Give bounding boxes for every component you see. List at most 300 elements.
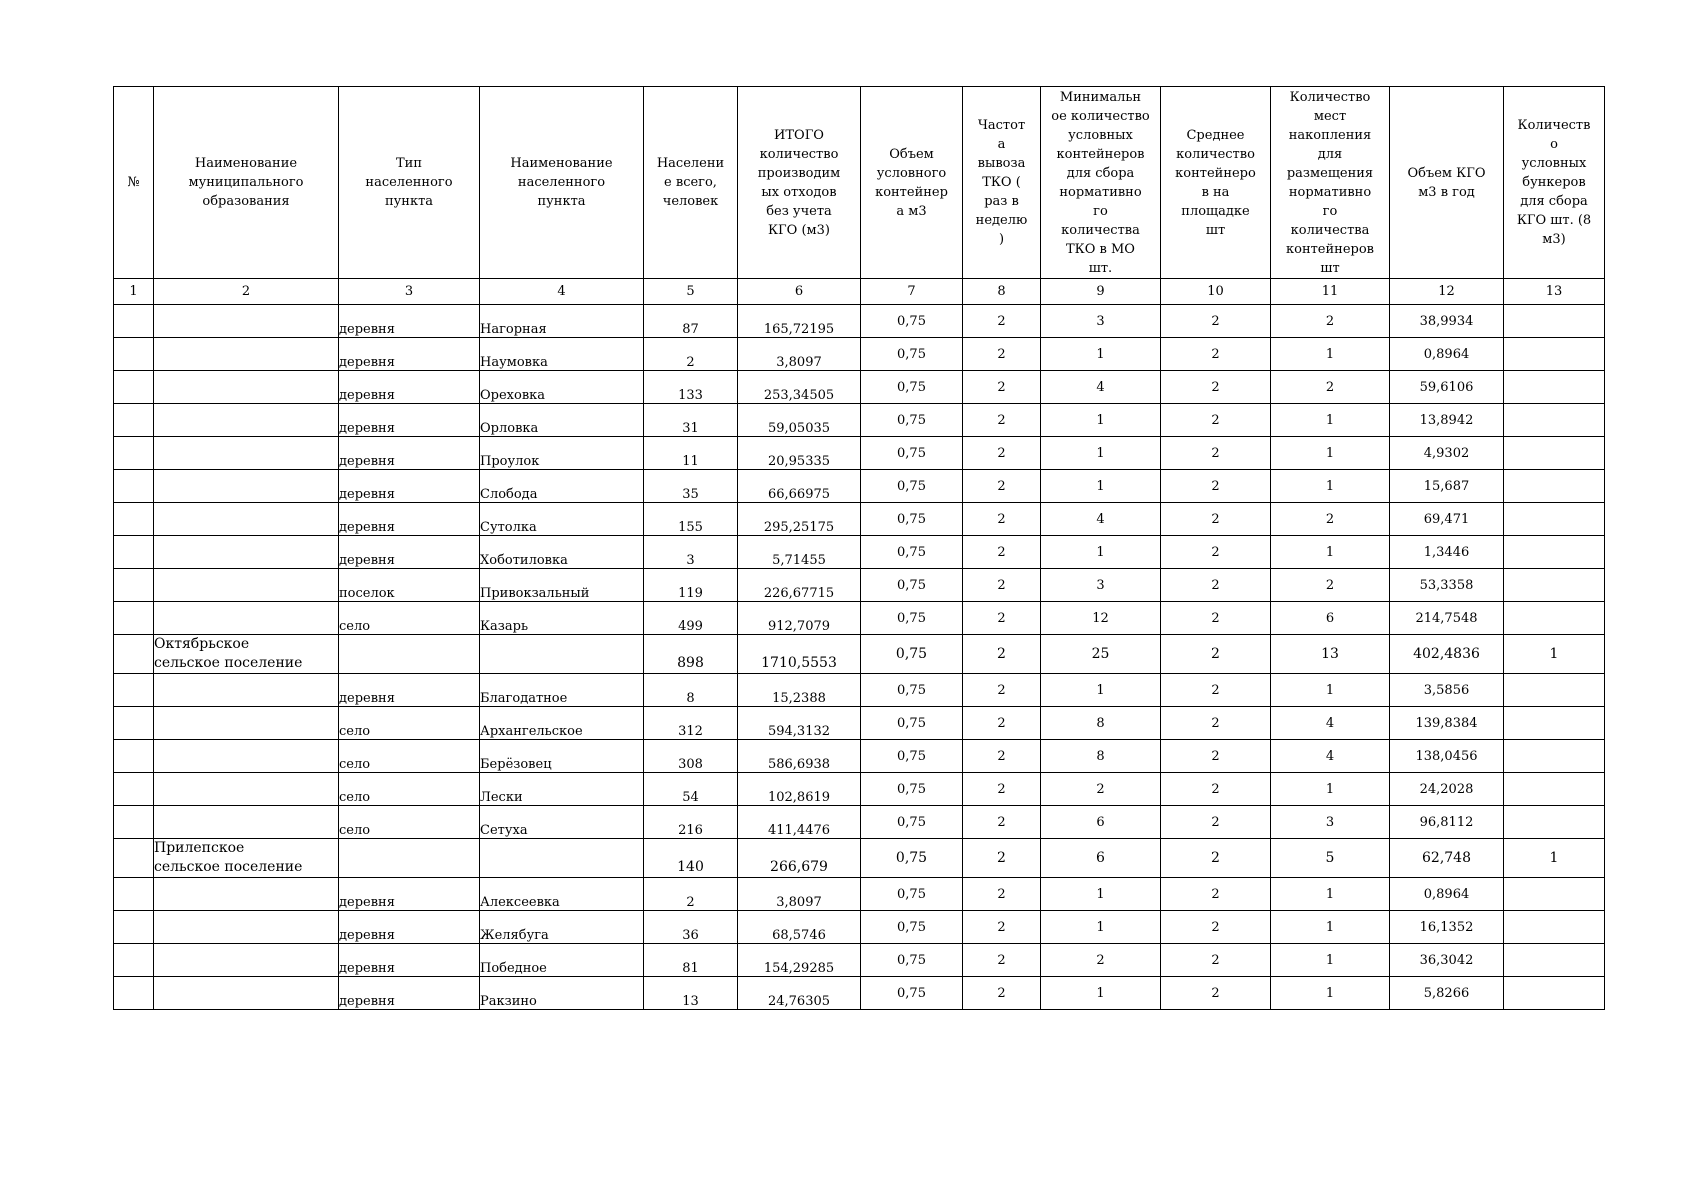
row-number-cell xyxy=(114,977,154,1010)
bunkers-cell xyxy=(1504,602,1605,635)
row-number-cell xyxy=(114,503,154,536)
municipality-name-cell xyxy=(154,503,339,536)
settlement-name-cell xyxy=(480,635,644,674)
column-number: 13 xyxy=(1504,279,1605,305)
avg-containers-cell: 2 xyxy=(1161,839,1271,878)
settlement-name-cell: Привокзальный xyxy=(480,569,644,602)
header-population: Населени е всего, человек xyxy=(644,87,738,279)
places-cell: 1 xyxy=(1271,470,1390,503)
total-waste-cell: 102,8619 xyxy=(738,773,861,806)
row-number-cell xyxy=(114,839,154,878)
total-waste-cell: 154,29285 xyxy=(738,944,861,977)
settlement-row xyxy=(114,470,1605,503)
frequency-cell: 2 xyxy=(963,911,1041,944)
settlement-type-cell: деревня xyxy=(339,371,480,404)
header-municipality: Наименование муниципального образования xyxy=(154,87,339,279)
settlement-name-cell: Благодатное xyxy=(480,674,644,707)
container-volume-cell: 0,75 xyxy=(861,740,963,773)
population-cell: 155 xyxy=(644,503,738,536)
municipality-name-cell xyxy=(154,602,339,635)
min-containers-cell: 1 xyxy=(1041,338,1161,371)
places-cell: 2 xyxy=(1271,569,1390,602)
bunkers-cell: 1 xyxy=(1504,839,1605,878)
avg-containers-cell: 2 xyxy=(1161,305,1271,338)
column-number: 7 xyxy=(861,279,963,305)
kgo-volume-cell: 0,8964 xyxy=(1390,878,1504,911)
container-volume-cell: 0,75 xyxy=(861,977,963,1010)
settlement-row xyxy=(114,674,1605,707)
min-containers-cell: 1 xyxy=(1041,878,1161,911)
total-waste-cell: 295,25175 xyxy=(738,503,861,536)
settlement-name-cell: Ореховка xyxy=(480,371,644,404)
population-cell: 8 xyxy=(644,674,738,707)
municipality-name-cell: Прилепское сельское поселение xyxy=(154,839,339,878)
settlement-name-cell: Наумовка xyxy=(480,338,644,371)
settlement-type-cell: деревня xyxy=(339,911,480,944)
settlement-row xyxy=(114,878,1605,911)
settlement-row xyxy=(114,569,1605,602)
places-cell: 2 xyxy=(1271,503,1390,536)
settlement-name-cell: Казарь xyxy=(480,602,644,635)
min-containers-cell: 1 xyxy=(1041,470,1161,503)
settlement-row xyxy=(114,536,1605,569)
total-waste-cell: 165,72195 xyxy=(738,305,861,338)
row-number-cell xyxy=(114,740,154,773)
settlement-name-cell: Берёзовец xyxy=(480,740,644,773)
kgo-volume-cell: 5,8266 xyxy=(1390,977,1504,1010)
avg-containers-cell: 2 xyxy=(1161,911,1271,944)
population-cell: 216 xyxy=(644,806,738,839)
min-containers-cell: 1 xyxy=(1041,437,1161,470)
population-cell: 499 xyxy=(644,602,738,635)
column-number: 6 xyxy=(738,279,861,305)
population-cell: 13 xyxy=(644,977,738,1010)
container-volume-cell: 0,75 xyxy=(861,371,963,404)
row-number-cell xyxy=(114,911,154,944)
settlement-row xyxy=(114,806,1605,839)
container-volume-cell: 0,75 xyxy=(861,569,963,602)
container-volume-cell: 0,75 xyxy=(861,437,963,470)
total-waste-cell: 3,8097 xyxy=(738,338,861,371)
column-number: 1 xyxy=(114,279,154,305)
population-cell: 308 xyxy=(644,740,738,773)
kgo-volume-cell: 24,2028 xyxy=(1390,773,1504,806)
total-waste-cell: 253,34505 xyxy=(738,371,861,404)
row-number-cell xyxy=(114,806,154,839)
settlement-name-cell: Сетуха xyxy=(480,806,644,839)
avg-containers-cell: 2 xyxy=(1161,569,1271,602)
bunkers-cell xyxy=(1504,773,1605,806)
settlement-type-cell: село xyxy=(339,773,480,806)
places-cell: 1 xyxy=(1271,338,1390,371)
frequency-cell: 2 xyxy=(963,878,1041,911)
row-number-cell xyxy=(114,536,154,569)
settlement-row xyxy=(114,773,1605,806)
avg-containers-cell: 2 xyxy=(1161,977,1271,1010)
places-cell: 1 xyxy=(1271,674,1390,707)
container-volume-cell: 0,75 xyxy=(861,839,963,878)
total-waste-cell: 1710,5553 xyxy=(738,635,861,674)
frequency-cell: 2 xyxy=(963,338,1041,371)
bunkers-cell xyxy=(1504,470,1605,503)
avg-containers-cell: 2 xyxy=(1161,470,1271,503)
population-cell: 11 xyxy=(644,437,738,470)
frequency-cell: 2 xyxy=(963,674,1041,707)
kgo-volume-cell: 214,7548 xyxy=(1390,602,1504,635)
municipality-name-cell xyxy=(154,437,339,470)
places-cell: 4 xyxy=(1271,707,1390,740)
municipality-name-cell xyxy=(154,338,339,371)
row-number-cell xyxy=(114,371,154,404)
header-bunkers: Количеств о условных бункеров для сбора КГО шт. (8 м3) xyxy=(1504,87,1605,279)
header-avg-containers: Среднее количество контейнеро в на площадке шт xyxy=(1161,87,1271,279)
total-waste-cell: 594,3132 xyxy=(738,707,861,740)
bunkers-cell xyxy=(1504,674,1605,707)
population-cell: 2 xyxy=(644,878,738,911)
municipality-name-cell: Октябрьское сельское поселение xyxy=(154,635,339,674)
municipality-name-cell xyxy=(154,944,339,977)
total-waste-cell: 15,2388 xyxy=(738,674,861,707)
kgo-volume-cell: 4,9302 xyxy=(1390,437,1504,470)
avg-containers-cell: 2 xyxy=(1161,773,1271,806)
settlement-name-cell: Проулок xyxy=(480,437,644,470)
kgo-volume-cell: 62,748 xyxy=(1390,839,1504,878)
container-volume-cell: 0,75 xyxy=(861,806,963,839)
header-accumulation-places: Количество мест накопления для размещения нормативно го количества контейнеров шт xyxy=(1271,87,1390,279)
frequency-cell: 2 xyxy=(963,470,1041,503)
settlement-type-cell: деревня xyxy=(339,536,480,569)
total-waste-cell: 59,05035 xyxy=(738,404,861,437)
min-containers-cell: 25 xyxy=(1041,635,1161,674)
places-cell: 1 xyxy=(1271,773,1390,806)
frequency-cell: 2 xyxy=(963,977,1041,1010)
min-containers-cell: 1 xyxy=(1041,911,1161,944)
population-cell: 898 xyxy=(644,635,738,674)
places-cell: 5 xyxy=(1271,839,1390,878)
kgo-volume-cell: 138,0456 xyxy=(1390,740,1504,773)
municipality-name-cell xyxy=(154,536,339,569)
total-waste-cell: 266,679 xyxy=(738,839,861,878)
population-cell: 3 xyxy=(644,536,738,569)
settlement-type-cell: деревня xyxy=(339,338,480,371)
population-cell: 81 xyxy=(644,944,738,977)
bunkers-cell xyxy=(1504,536,1605,569)
header-number: № xyxy=(114,87,154,279)
row-number-cell xyxy=(114,602,154,635)
container-volume-cell: 0,75 xyxy=(861,404,963,437)
population-cell: 140 xyxy=(644,839,738,878)
municipality-name-cell xyxy=(154,707,339,740)
municipality-total-row xyxy=(114,635,1605,674)
places-cell: 3 xyxy=(1271,806,1390,839)
municipality-name-cell xyxy=(154,305,339,338)
header-container-volume: Объем условного контейнер а м3 xyxy=(861,87,963,279)
places-cell: 1 xyxy=(1271,911,1390,944)
row-number-cell xyxy=(114,338,154,371)
settlement-type-cell: деревня xyxy=(339,674,480,707)
settlement-row xyxy=(114,977,1605,1010)
settlement-name-cell: Нагорная xyxy=(480,305,644,338)
places-cell: 4 xyxy=(1271,740,1390,773)
population-cell: 133 xyxy=(644,371,738,404)
settlement-name-cell: Алексеевка xyxy=(480,878,644,911)
avg-containers-cell: 2 xyxy=(1161,602,1271,635)
min-containers-cell: 3 xyxy=(1041,305,1161,338)
frequency-cell: 2 xyxy=(963,806,1041,839)
min-containers-cell: 1 xyxy=(1041,536,1161,569)
header-row xyxy=(114,87,1605,279)
column-number: 11 xyxy=(1271,279,1390,305)
bunkers-cell xyxy=(1504,338,1605,371)
column-number: 10 xyxy=(1161,279,1271,305)
min-containers-cell: 2 xyxy=(1041,944,1161,977)
total-waste-cell: 66,66975 xyxy=(738,470,861,503)
settlement-row xyxy=(114,707,1605,740)
total-waste-cell: 68,5746 xyxy=(738,911,861,944)
settlement-name-cell: Лески xyxy=(480,773,644,806)
settlement-type-cell: деревня xyxy=(339,305,480,338)
bunkers-cell xyxy=(1504,806,1605,839)
column-number: 5 xyxy=(644,279,738,305)
min-containers-cell: 1 xyxy=(1041,674,1161,707)
min-containers-cell: 3 xyxy=(1041,569,1161,602)
settlement-row xyxy=(114,740,1605,773)
municipality-name-cell xyxy=(154,977,339,1010)
bunkers-cell xyxy=(1504,740,1605,773)
population-cell: 87 xyxy=(644,305,738,338)
container-volume-cell: 0,75 xyxy=(861,674,963,707)
settlement-name-cell xyxy=(480,839,644,878)
row-number-cell xyxy=(114,674,154,707)
container-volume-cell: 0,75 xyxy=(861,602,963,635)
kgo-volume-cell: 69,471 xyxy=(1390,503,1504,536)
avg-containers-cell: 2 xyxy=(1161,437,1271,470)
settlement-row xyxy=(114,911,1605,944)
row-number-cell xyxy=(114,944,154,977)
avg-containers-cell: 2 xyxy=(1161,371,1271,404)
avg-containers-cell: 2 xyxy=(1161,740,1271,773)
avg-containers-cell: 2 xyxy=(1161,806,1271,839)
kgo-volume-cell: 1,3446 xyxy=(1390,536,1504,569)
settlement-type-cell: деревня xyxy=(339,503,480,536)
column-number: 2 xyxy=(154,279,339,305)
avg-containers-cell: 2 xyxy=(1161,635,1271,674)
avg-containers-cell: 2 xyxy=(1161,674,1271,707)
header-settlement-type: Тип населенного пункта xyxy=(339,87,480,279)
min-containers-cell: 8 xyxy=(1041,740,1161,773)
total-waste-cell: 24,76305 xyxy=(738,977,861,1010)
places-cell: 1 xyxy=(1271,977,1390,1010)
total-waste-cell: 912,7079 xyxy=(738,602,861,635)
places-cell: 2 xyxy=(1271,305,1390,338)
min-containers-cell: 4 xyxy=(1041,503,1161,536)
container-volume-cell: 0,75 xyxy=(861,911,963,944)
settlement-name-cell: Слобода xyxy=(480,470,644,503)
places-cell: 1 xyxy=(1271,404,1390,437)
avg-containers-cell: 2 xyxy=(1161,338,1271,371)
container-volume-cell: 0,75 xyxy=(861,536,963,569)
container-volume-cell: 0,75 xyxy=(861,635,963,674)
avg-containers-cell: 2 xyxy=(1161,503,1271,536)
kgo-volume-cell: 38,9934 xyxy=(1390,305,1504,338)
kgo-volume-cell: 53,3358 xyxy=(1390,569,1504,602)
min-containers-cell: 6 xyxy=(1041,806,1161,839)
frequency-cell: 2 xyxy=(963,740,1041,773)
settlement-row xyxy=(114,602,1605,635)
container-volume-cell: 0,75 xyxy=(861,470,963,503)
bunkers-cell: 1 xyxy=(1504,635,1605,674)
population-cell: 312 xyxy=(644,707,738,740)
municipality-name-cell xyxy=(154,806,339,839)
min-containers-cell: 6 xyxy=(1041,839,1161,878)
settlement-type-cell: поселок xyxy=(339,569,480,602)
settlement-name-cell: Хоботиловка xyxy=(480,536,644,569)
settlement-row xyxy=(114,944,1605,977)
container-volume-cell: 0,75 xyxy=(861,707,963,740)
municipality-name-cell xyxy=(154,740,339,773)
population-cell: 31 xyxy=(644,404,738,437)
row-number-cell xyxy=(114,878,154,911)
places-cell: 1 xyxy=(1271,944,1390,977)
frequency-cell: 2 xyxy=(963,404,1041,437)
settlement-type-cell xyxy=(339,635,480,674)
settlement-row xyxy=(114,305,1605,338)
settlement-row xyxy=(114,404,1605,437)
municipality-name-cell xyxy=(154,371,339,404)
bunkers-cell xyxy=(1504,503,1605,536)
settlement-row xyxy=(114,338,1605,371)
places-cell: 1 xyxy=(1271,536,1390,569)
kgo-volume-cell: 96,8112 xyxy=(1390,806,1504,839)
min-containers-cell: 1 xyxy=(1041,977,1161,1010)
header-total-waste: ИТОГО количество производим ых отходов без учета КГО (м3) xyxy=(738,87,861,279)
avg-containers-cell: 2 xyxy=(1161,404,1271,437)
total-waste-cell: 411,4476 xyxy=(738,806,861,839)
settlement-type-cell: деревня xyxy=(339,404,480,437)
population-cell: 35 xyxy=(644,470,738,503)
frequency-cell: 2 xyxy=(963,437,1041,470)
min-containers-cell: 4 xyxy=(1041,371,1161,404)
kgo-volume-cell: 16,1352 xyxy=(1390,911,1504,944)
settlement-row xyxy=(114,371,1605,404)
settlement-name-cell: Желябуга xyxy=(480,911,644,944)
settlement-type-cell: деревня xyxy=(339,944,480,977)
total-waste-cell: 5,71455 xyxy=(738,536,861,569)
population-cell: 119 xyxy=(644,569,738,602)
column-number: 4 xyxy=(480,279,644,305)
places-cell: 1 xyxy=(1271,437,1390,470)
bunkers-cell xyxy=(1504,977,1605,1010)
places-cell: 13 xyxy=(1271,635,1390,674)
bunkers-cell xyxy=(1504,911,1605,944)
frequency-cell: 2 xyxy=(963,602,1041,635)
settlement-type-cell: село xyxy=(339,602,480,635)
population-cell: 54 xyxy=(644,773,738,806)
settlement-row xyxy=(114,437,1605,470)
kgo-volume-cell: 13,8942 xyxy=(1390,404,1504,437)
bunkers-cell xyxy=(1504,707,1605,740)
settlement-row xyxy=(114,503,1605,536)
container-volume-cell: 0,75 xyxy=(861,503,963,536)
bunkers-cell xyxy=(1504,878,1605,911)
places-cell: 2 xyxy=(1271,371,1390,404)
bunkers-cell xyxy=(1504,305,1605,338)
column-number-row xyxy=(114,279,1605,305)
container-volume-cell: 0,75 xyxy=(861,944,963,977)
settlement-name-cell: Сутолка xyxy=(480,503,644,536)
settlement-type-cell: село xyxy=(339,707,480,740)
kgo-volume-cell: 139,8384 xyxy=(1390,707,1504,740)
population-cell: 2 xyxy=(644,338,738,371)
total-waste-cell: 20,95335 xyxy=(738,437,861,470)
column-number: 12 xyxy=(1390,279,1504,305)
municipality-name-cell xyxy=(154,470,339,503)
frequency-cell: 2 xyxy=(963,944,1041,977)
municipality-name-cell xyxy=(154,773,339,806)
container-volume-cell: 0,75 xyxy=(861,338,963,371)
header-collection-frequency: Частот а вывоза ТКО ( раз в неделю ) xyxy=(963,87,1041,279)
kgo-volume-cell: 15,687 xyxy=(1390,470,1504,503)
bunkers-cell xyxy=(1504,404,1605,437)
frequency-cell: 2 xyxy=(963,536,1041,569)
min-containers-cell: 8 xyxy=(1041,707,1161,740)
kgo-volume-cell: 0,8964 xyxy=(1390,338,1504,371)
container-volume-cell: 0,75 xyxy=(861,878,963,911)
column-number: 3 xyxy=(339,279,480,305)
places-cell: 1 xyxy=(1271,878,1390,911)
settlement-name-cell: Победное xyxy=(480,944,644,977)
kgo-volume-cell: 59,6106 xyxy=(1390,371,1504,404)
frequency-cell: 2 xyxy=(963,839,1041,878)
header-kgo-volume: Объем КГО м3 в год xyxy=(1390,87,1504,279)
total-waste-cell: 3,8097 xyxy=(738,878,861,911)
bunkers-cell xyxy=(1504,371,1605,404)
kgo-volume-cell: 36,3042 xyxy=(1390,944,1504,977)
row-number-cell xyxy=(114,305,154,338)
settlement-type-cell: село xyxy=(339,740,480,773)
frequency-cell: 2 xyxy=(963,569,1041,602)
column-number: 9 xyxy=(1041,279,1161,305)
bunkers-cell xyxy=(1504,569,1605,602)
row-number-cell xyxy=(114,404,154,437)
settlement-type-cell: деревня xyxy=(339,437,480,470)
frequency-cell: 2 xyxy=(963,635,1041,674)
population-cell: 36 xyxy=(644,911,738,944)
places-cell: 6 xyxy=(1271,602,1390,635)
settlement-type-cell: деревня xyxy=(339,878,480,911)
settlement-type-cell: деревня xyxy=(339,977,480,1010)
frequency-cell: 2 xyxy=(963,371,1041,404)
row-number-cell xyxy=(114,773,154,806)
settlement-type-cell: деревня xyxy=(339,470,480,503)
header-min-containers: Минимальн ое количество условных контейнеров для сбора нормативно го количества ТКО в МО шт. xyxy=(1041,87,1161,279)
bunkers-cell xyxy=(1504,944,1605,977)
municipality-name-cell xyxy=(154,404,339,437)
min-containers-cell: 1 xyxy=(1041,404,1161,437)
kgo-volume-cell: 402,4836 xyxy=(1390,635,1504,674)
frequency-cell: 2 xyxy=(963,305,1041,338)
waste-collection-table xyxy=(113,86,1605,1010)
municipality-name-cell xyxy=(154,911,339,944)
row-number-cell xyxy=(114,635,154,674)
municipality-name-cell xyxy=(154,878,339,911)
settlement-name-cell: Архангельское xyxy=(480,707,644,740)
min-containers-cell: 12 xyxy=(1041,602,1161,635)
avg-containers-cell: 2 xyxy=(1161,707,1271,740)
container-volume-cell: 0,75 xyxy=(861,305,963,338)
kgo-volume-cell: 3,5856 xyxy=(1390,674,1504,707)
column-number: 8 xyxy=(963,279,1041,305)
